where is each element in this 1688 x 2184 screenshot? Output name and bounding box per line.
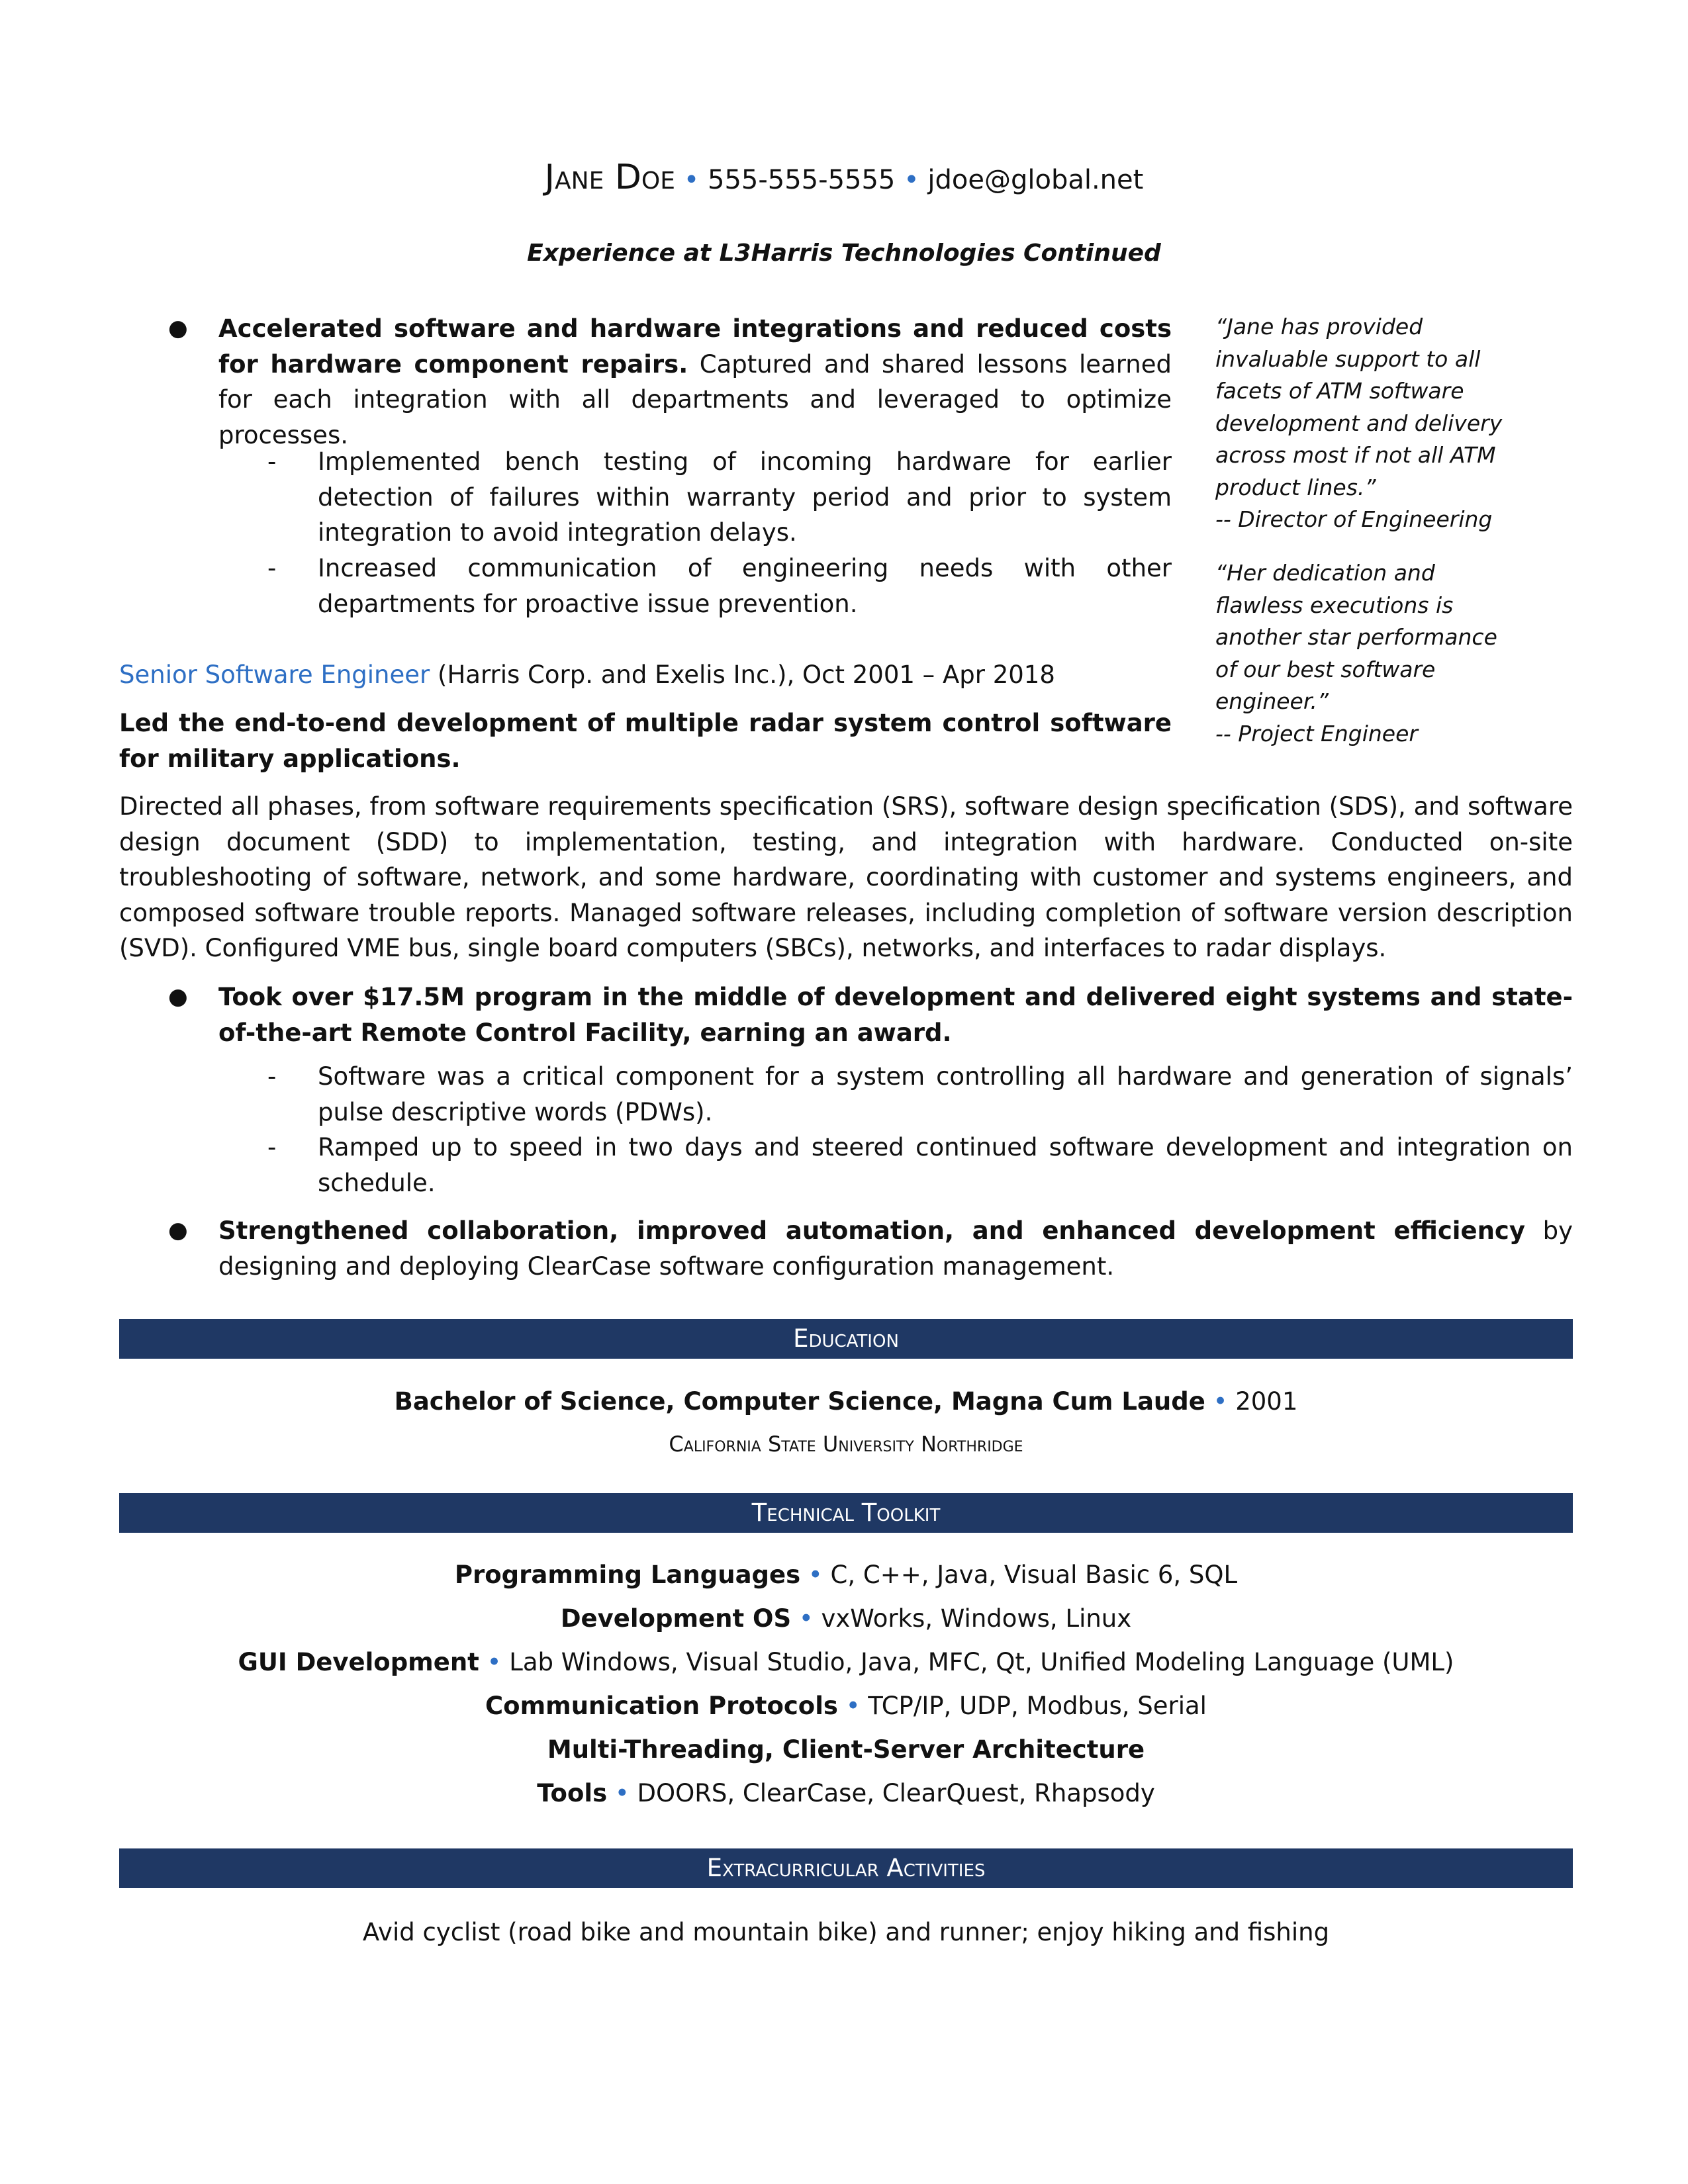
toolkit-value: DOORS, ClearCase, ClearQuest, Rhapsody — [637, 1779, 1155, 1807]
role-summary: Led the end-to-end development of multiple radar system control software for military applications. — [119, 709, 1172, 773]
toolkit-row — [119, 1688, 1573, 1724]
toolkit-label: Development OS — [560, 1604, 792, 1633]
toolkit-row — [119, 1645, 1573, 1680]
toolkit-row — [119, 1557, 1573, 1593]
separator-dot: • — [683, 165, 700, 195]
toolkit-value: C, C++, Java, Visual Basic 6, SQL — [830, 1561, 1238, 1589]
separator-dot: • — [845, 1692, 861, 1720]
degree-line — [119, 1384, 1573, 1420]
bullet-text: by designing and deploying ClearCase software configuration management. — [218, 1216, 1573, 1281]
dash-glyph: - — [267, 447, 277, 476]
toolkit-row — [119, 1776, 1573, 1811]
toolkit-row — [119, 1601, 1573, 1637]
header-line — [0, 158, 1688, 197]
role-details: (Harris Corp. and Exelis Inc.), Oct 2001 – Apr 2018 — [430, 660, 1055, 689]
toolkit-value: TCP/IP, UDP, Modbus, Serial — [868, 1692, 1207, 1720]
separator-dot: • — [614, 1779, 630, 1807]
toolkit-label: Programming Languages — [454, 1561, 801, 1589]
toolkit-label: Multi-Threading, Client-Server Architecture — [547, 1735, 1145, 1764]
section-subtitle: Experience at L3Harris Technologies Continued — [527, 240, 1161, 267]
extracurricular-heading: Extracurricular Activities — [119, 1848, 1573, 1888]
achievement-bullet — [218, 1213, 1573, 1284]
toolkit-row — [119, 1732, 1573, 1768]
toolkit-label: Tools — [537, 1779, 608, 1807]
toolkit-value: vxWorks, Windows, Linux — [821, 1604, 1132, 1633]
separator-dot: • — [487, 1648, 502, 1676]
extracurricular-text: Avid cyclist (road bike and mountain bike) and runner; enjoy hiking and fishing — [362, 1918, 1330, 1946]
experience-bullet — [218, 311, 1172, 453]
dash-glyph: - — [267, 1062, 277, 1091]
quote-attribution: -- Director of Engineering — [1215, 506, 1493, 532]
toolkit-value: Lab Windows, Visual Studio, Java, MFC, Qt, Unified Modeling Language (UML) — [509, 1648, 1454, 1676]
separator-dot: • — [808, 1561, 823, 1589]
bullet-glyph: ● — [168, 983, 188, 1010]
sub-bullet: Implemented bench testing of incoming hardware for earlier detection of failures within warranty period and prior to system integration to avoid integration delays. — [318, 447, 1172, 547]
dash-glyph: - — [267, 1133, 277, 1161]
role-title: Senior Software Engineer — [119, 660, 430, 689]
sub-bullet: Increased communication of engineering needs with other departments for proactive issue prevention. — [318, 554, 1172, 618]
separator-dot: • — [904, 165, 919, 195]
role-description: Directed all phases, from software requirements specification (SRS), software design specification (SDS), and software design document (SDD) to implementation, testing, and integration with hardware. Conducted on-site troubleshooting of software, network, and some hardware, coordinating with customer and systems engineers, and composed software trouble reports. Managed software releases, including completion of software version description (SVD). Configured VME bus, single board computers (SBCs), networks, and interfaces to radar displays. — [119, 792, 1573, 962]
sub-bullet: Ramped up to speed in two days and steered continued software development and integration on schedule. — [318, 1133, 1573, 1197]
school-name: California State University Northridge — [669, 1432, 1023, 1457]
toolkit-label: GUI Development — [238, 1648, 479, 1676]
bullet-bold: Strengthened collaboration, improved automation, and enhanced development efficiency — [218, 1216, 1525, 1245]
testimonial-quote — [1215, 311, 1520, 536]
education-heading: Education — [119, 1319, 1573, 1359]
sub-bullet: Software was a critical component for a system controlling all hardware and generation of signals’ pulse descriptive words (PDWs). — [318, 1062, 1573, 1126]
bullet-glyph: ● — [168, 1217, 188, 1244]
bullet-text: Captured and shared lessons learned for each integration with all departments and leveraged to optimize processes. — [218, 349, 1172, 449]
achievement-bullet: Took over $17.5M program in the middle of development and delivered eight systems and state-of-the-art Remote Control Facility, earning an award. — [218, 983, 1573, 1047]
bullet-bold: Accelerated software and hardware integrations and reduced costs for hardware component repairs. — [218, 314, 1172, 379]
separator-dot: • — [1213, 1387, 1228, 1416]
degree: Bachelor of Science, Computer Science, Magna Cum Laude — [394, 1387, 1205, 1416]
quote-attribution: -- Project Engineer — [1215, 720, 1418, 747]
separator-dot: • — [798, 1604, 814, 1633]
phone: 555-555-5555 — [708, 165, 896, 195]
quote-text: “Her dedication and flawless executions is another star performance of our best software engineer.” — [1215, 560, 1497, 714]
role-line — [119, 657, 1172, 693]
email: jdoe@global.net — [927, 165, 1144, 195]
quote-text: “Jane has provided invaluable support to all facets of ATM software development and delivery across most if not all ATM product lines.” — [1215, 314, 1503, 500]
toolkit-label: Communication Protocols — [485, 1692, 838, 1720]
toolkit-heading: Technical Toolkit — [119, 1493, 1573, 1533]
bullet-glyph: ● — [168, 315, 188, 341]
candidate-name: Jane Doe — [544, 158, 675, 197]
degree-year: 2001 — [1235, 1387, 1298, 1416]
testimonial-quote — [1215, 557, 1520, 750]
dash-glyph: - — [267, 554, 277, 582]
